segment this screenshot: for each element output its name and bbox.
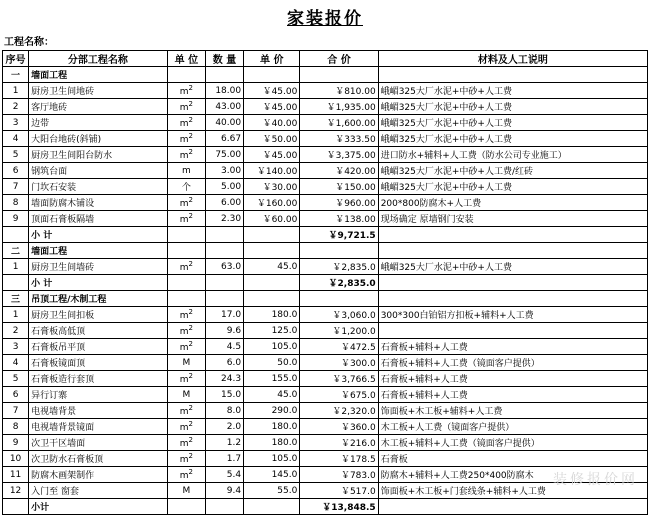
table-row	[3, 483, 648, 499]
cell-qty: 9.6	[205, 323, 243, 339]
subtotal-blank	[3, 227, 29, 243]
cell-price: ￥40.00	[244, 115, 300, 131]
cell-name: 电视墙背景镜面	[29, 419, 168, 435]
cell-name: 墙面防腐木铺设	[29, 195, 168, 211]
table-row	[3, 147, 648, 163]
cell-name: 电视墙背景	[29, 403, 168, 419]
cell-amount: ￥333.50	[300, 131, 378, 147]
cell-amount: ￥3,375.00	[300, 147, 378, 163]
col-name: 分部工程名称	[29, 51, 168, 67]
cell-qty: 2.30	[205, 211, 243, 227]
cell-unit: 个	[167, 179, 205, 195]
table-row	[3, 195, 648, 211]
section-header-row	[3, 67, 648, 83]
cell-amount: ￥517.0	[300, 483, 378, 499]
cell-amount: ￥3,060.0	[300, 307, 378, 323]
section-title: 墙面工程	[29, 243, 168, 259]
section-price	[244, 291, 300, 307]
cell-name: 门坎石安装	[29, 179, 168, 195]
col-price: 单 价	[244, 51, 300, 67]
cell-price: ￥45.00	[244, 99, 300, 115]
cell-amount: ￥300.0	[300, 355, 378, 371]
subtotal-qty	[205, 275, 243, 291]
cell-desc: 峨嵋325大厂水泥+中砂+人工费	[378, 99, 647, 115]
cell-price: ￥140.00	[244, 163, 300, 179]
cell-qty: 43.00	[205, 99, 243, 115]
cell-qty: 2.0	[205, 419, 243, 435]
subtotal-desc	[378, 499, 647, 515]
section-desc	[378, 67, 647, 83]
subtotal-amount: ￥9,721.5	[300, 227, 378, 243]
cell-amount: ￥138.00	[300, 211, 378, 227]
section-index: 三	[3, 291, 29, 307]
subtotal-label: 小计	[29, 499, 168, 515]
cell-no: 3	[3, 339, 29, 355]
cell-price: 180.0	[244, 307, 300, 323]
cell-no: 1	[3, 259, 29, 275]
cell-amount: ￥150.00	[300, 179, 378, 195]
cell-unit: $m^2$	[167, 435, 205, 451]
col-amount: 合 价	[300, 51, 378, 67]
section-amount	[300, 67, 378, 83]
cell-no: 7	[3, 403, 29, 419]
cell-unit: $m^2$	[167, 307, 205, 323]
cell-no: 9	[3, 435, 29, 451]
cell-amount: ￥216.0	[300, 435, 378, 451]
cell-qty: 1.7	[205, 451, 243, 467]
subtotal-blank	[3, 275, 29, 291]
cell-amount: ￥2,835.0	[300, 259, 378, 275]
section-desc	[378, 243, 647, 259]
cell-name: 石膏板镜面顶	[29, 355, 168, 371]
cell-no: 4	[3, 355, 29, 371]
cell-name: 客厅地砖	[29, 99, 168, 115]
col-no: 序号	[3, 51, 29, 67]
table-body	[3, 67, 648, 515]
cell-desc: 石膏板+辅料+人工费	[378, 387, 647, 403]
cell-desc: 峨嵋325大厂水泥+中砂+人工费	[378, 179, 647, 195]
subtotal-desc	[378, 275, 647, 291]
cell-no: 4	[3, 131, 29, 147]
cell-amount: ￥3,766.5	[300, 371, 378, 387]
quotation-table	[2, 50, 648, 515]
cell-amount: ￥675.0	[300, 387, 378, 403]
cell-qty: 75.00	[205, 147, 243, 163]
cell-desc: 300*300白铂铝方扣板+辅料+人工费	[378, 307, 647, 323]
table-row	[3, 211, 648, 227]
cell-price: 145.0	[244, 467, 300, 483]
cell-name: 石膏板高低顶	[29, 323, 168, 339]
table-row	[3, 115, 648, 131]
cell-name: 厨房卫生间扣板	[29, 307, 168, 323]
cell-name: 厨房卫生间地砖	[29, 83, 168, 99]
cell-desc: 饰面板+木工板+门套线条+辅料+人工费	[378, 483, 647, 499]
cell-amount: ￥472.5	[300, 339, 378, 355]
cell-amount: ￥1,200.0	[300, 323, 378, 339]
subtotal-amount: ￥2,835.0	[300, 275, 378, 291]
cell-desc: 石膏板+辅料+人工费	[378, 371, 647, 387]
cell-qty: 18.00	[205, 83, 243, 99]
section-amount	[300, 291, 378, 307]
table-row	[3, 179, 648, 195]
subtotal-row	[3, 275, 648, 291]
cell-no: 7	[3, 179, 29, 195]
table-row	[3, 163, 648, 179]
cell-name: 石膏板造行套顶	[29, 371, 168, 387]
cell-amount: ￥178.5	[300, 451, 378, 467]
cell-unit: m	[167, 163, 205, 179]
subtotal-label: 小 计	[29, 275, 168, 291]
cell-desc	[378, 323, 647, 339]
cell-qty: 40.00	[205, 115, 243, 131]
subtotal-qty	[205, 227, 243, 243]
cell-price: ￥45.00	[244, 83, 300, 99]
cell-unit: $m^2$	[167, 211, 205, 227]
cell-no: 5	[3, 371, 29, 387]
cell-unit: $m^2$	[167, 259, 205, 275]
col-unit: 单 位	[167, 51, 205, 67]
section-unit	[167, 67, 205, 83]
section-title: 墙面工程	[29, 67, 168, 83]
table-row	[3, 387, 648, 403]
cell-name: 厨房卫生间墙砖	[29, 259, 168, 275]
cell-no: 9	[3, 211, 29, 227]
cell-qty: 63.0	[205, 259, 243, 275]
project-name-label: 工程名称：	[4, 37, 54, 48]
cell-name: 大阳台地砖(斜铺)	[29, 131, 168, 147]
section-header-row	[3, 291, 648, 307]
cell-no: 10	[3, 451, 29, 467]
cell-unit: $m^2$	[167, 323, 205, 339]
cell-no: 3	[3, 115, 29, 131]
cell-price: 105.0	[244, 451, 300, 467]
cell-no: 5	[3, 147, 29, 163]
cell-unit: $m^2$	[167, 99, 205, 115]
cell-no: 8	[3, 419, 29, 435]
table-header-row	[3, 51, 648, 67]
table-row	[3, 435, 648, 451]
section-index: 一	[3, 67, 29, 83]
cell-name: 石膏板吊平顶	[29, 339, 168, 355]
cell-price: 180.0	[244, 435, 300, 451]
section-qty	[205, 243, 243, 259]
cell-qty: 8.0	[205, 403, 243, 419]
cell-amount: ￥360.0	[300, 419, 378, 435]
cell-qty: 9.4	[205, 483, 243, 499]
col-desc: 材料及人工说明	[378, 51, 647, 67]
cell-price: ￥50.00	[244, 131, 300, 147]
cell-no: 12	[3, 483, 29, 499]
cell-qty: 5.4	[205, 467, 243, 483]
subtotal-price	[244, 499, 300, 515]
cell-unit: $m^2$	[167, 403, 205, 419]
cell-no: 2	[3, 323, 29, 339]
cell-amount: ￥2,320.0	[300, 403, 378, 419]
subtotal-price	[244, 275, 300, 291]
cell-desc: 峨嵋325大厂水泥+中砂+人工费	[378, 131, 647, 147]
cell-desc: 峨嵋325大厂水泥+中砂+人工费	[378, 115, 647, 131]
cell-price: 290.0	[244, 403, 300, 419]
cell-qty: 24.3	[205, 371, 243, 387]
section-qty	[205, 291, 243, 307]
section-unit	[167, 291, 205, 307]
cell-price: 105.0	[244, 339, 300, 355]
cell-desc: 石膏板+辅料+人工费	[378, 339, 647, 355]
cell-qty: 4.5	[205, 339, 243, 355]
subtotal-blank	[3, 499, 29, 515]
cell-name: 入门至 窗套	[29, 483, 168, 499]
cell-price: 45.0	[244, 387, 300, 403]
cell-desc: 饰面板+木工板+辅料+人工费	[378, 403, 647, 419]
table-row	[3, 323, 648, 339]
cell-desc: 进口防水+辅料+人工费（防水公司专业施工）	[378, 147, 647, 163]
subtotal-unit	[167, 275, 205, 291]
cell-unit: $m^2$	[167, 83, 205, 99]
cell-no: 6	[3, 387, 29, 403]
cell-price: ￥45.00	[244, 147, 300, 163]
col-qty: 数 量	[205, 51, 243, 67]
subtotal-label: 小 计	[29, 227, 168, 243]
table-row	[3, 451, 648, 467]
cell-unit: M	[167, 387, 205, 403]
cell-qty: 6.0	[205, 355, 243, 371]
cell-desc: 现场确定 原墙钢门安装	[378, 211, 647, 227]
cell-name: 异行订寨	[29, 387, 168, 403]
cell-no: 11	[3, 467, 29, 483]
cell-no: 8	[3, 195, 29, 211]
table-row	[3, 259, 648, 275]
cell-price: ￥160.00	[244, 195, 300, 211]
subtotal-row	[3, 227, 648, 243]
cell-qty: 17.0	[205, 307, 243, 323]
section-price	[244, 243, 300, 259]
cell-price: 45.0	[244, 259, 300, 275]
cell-unit: $m^2$	[167, 467, 205, 483]
cell-name: 边带	[29, 115, 168, 131]
cell-unit: $m^2$	[167, 131, 205, 147]
cell-desc: 峨嵋325大厂水泥+中砂+人工费/红砖	[378, 163, 647, 179]
subtotal-qty	[205, 499, 243, 515]
cell-desc: 木工板+人工费（镜面客户提供）	[378, 419, 647, 435]
table-row	[3, 467, 648, 483]
section-index: 二	[3, 243, 29, 259]
section-desc	[378, 291, 647, 307]
table-row	[3, 99, 648, 115]
subtotal-price	[244, 227, 300, 243]
section-title: 吊顶工程/木制工程	[29, 291, 168, 307]
cell-qty: 6.00	[205, 195, 243, 211]
table-row	[3, 131, 648, 147]
cell-unit: M	[167, 483, 205, 499]
cell-no: 2	[3, 99, 29, 115]
table-row	[3, 83, 648, 99]
section-amount	[300, 243, 378, 259]
section-header-row	[3, 243, 648, 259]
cell-name: 钢筑台面	[29, 163, 168, 179]
cell-qty: 1.2	[205, 435, 243, 451]
cell-desc: 防腐木+辅料+人工费250*400防腐木	[378, 467, 647, 483]
cell-price: 55.0	[244, 483, 300, 499]
cell-unit: $m^2$	[167, 147, 205, 163]
cell-no: 1	[3, 307, 29, 323]
cell-name: 顶面石膏板隔墙	[29, 211, 168, 227]
cell-price: 155.0	[244, 371, 300, 387]
watermark: 装修报价网	[553, 472, 638, 488]
cell-desc: 石膏板+辅料+人工费（镜面客户提供）	[378, 355, 647, 371]
cell-amount: ￥1,600.00	[300, 115, 378, 131]
table-row	[3, 403, 648, 419]
cell-desc: 峨嵋325大厂水泥+中砂+人工费	[378, 259, 647, 275]
cell-price: ￥30.00	[244, 179, 300, 195]
cell-qty: 6.67	[205, 131, 243, 147]
cell-unit: $m^2$	[167, 115, 205, 131]
cell-desc: 石膏板	[378, 451, 647, 467]
cell-unit: $m^2$	[167, 451, 205, 467]
table-row	[3, 307, 648, 323]
cell-no: 1	[3, 83, 29, 99]
cell-amount: ￥960.00	[300, 195, 378, 211]
cell-price: ￥60.00	[244, 211, 300, 227]
cell-unit: $m^2$	[167, 371, 205, 387]
cell-qty: 3.00	[205, 163, 243, 179]
section-qty	[205, 67, 243, 83]
cell-amount: ￥810.00	[300, 83, 378, 99]
section-price	[244, 67, 300, 83]
cell-price: 125.0	[244, 323, 300, 339]
cell-amount: ￥783.0	[300, 467, 378, 483]
cell-name: 厨房卫生间阳台防水	[29, 147, 168, 163]
subtotal-amount: ￥13,848.5	[300, 499, 378, 515]
table-row	[3, 339, 648, 355]
cell-qty: 15.0	[205, 387, 243, 403]
cell-unit: $m^2$	[167, 419, 205, 435]
cell-name: 次卫防水石膏板顶	[29, 451, 168, 467]
subtotal-unit	[167, 227, 205, 243]
cell-amount: ￥1,935.00	[300, 99, 378, 115]
page-title: 家装报价	[287, 9, 363, 29]
cell-no: 6	[3, 163, 29, 179]
cell-price: 180.0	[244, 419, 300, 435]
cell-desc: 木工板+辅料+人工费（镜面客户提供）	[378, 435, 647, 451]
cell-unit: M	[167, 355, 205, 371]
table-row	[3, 371, 648, 387]
cell-amount: ￥420.00	[300, 163, 378, 179]
cell-desc: 200*800防腐木+人工费	[378, 195, 647, 211]
subtotal-unit	[167, 499, 205, 515]
table-row	[3, 355, 648, 371]
cell-name: 防腐木画架制作	[29, 467, 168, 483]
section-unit	[167, 243, 205, 259]
subtotal-desc	[378, 227, 647, 243]
table-row	[3, 419, 648, 435]
cell-name: 次卫干区墙面	[29, 435, 168, 451]
cell-qty: 5.00	[205, 179, 243, 195]
cell-desc: 峨嵋325大厂水泥+中砂+人工费	[378, 83, 647, 99]
cell-unit: $m^2$	[167, 339, 205, 355]
subtotal-row	[3, 499, 648, 515]
cell-unit: $m^2$	[167, 195, 205, 211]
cell-price: 50.0	[244, 355, 300, 371]
